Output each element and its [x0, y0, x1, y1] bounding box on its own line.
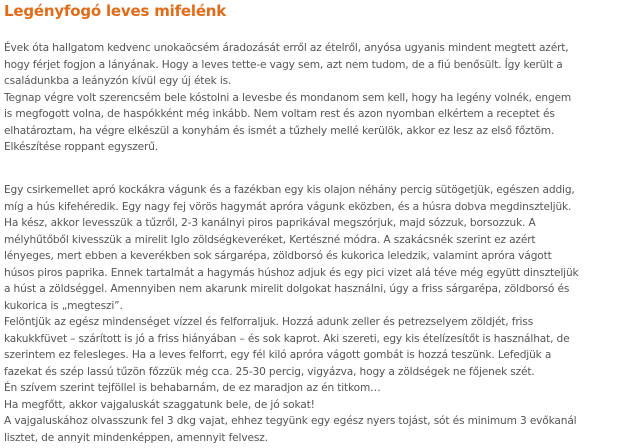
- article-title: Legényfogó leves mifelénk: [4, 2, 227, 20]
- recipe-line: lényeges, mert ebben a keverékben sok sárgarépa, zöldborsó és kukorica leledzik, valamint apróra vágott: [4, 250, 552, 262]
- recipe-line: Én szívem szerint tejföllel is behabarnám, de ez maradjon az én titkom…: [4, 382, 381, 394]
- recipe-line: Egy csirkemellet apró kockákra vágunk és a fazékban egy kis olajon néhány percig sütögetjük, egészen addig,: [4, 184, 575, 196]
- recipe-line: míg a hús kifehéredik. Egy nagy fej vörös hagymát apróra vágunk eközben, és a húsra dobva megdinszteljük.: [4, 200, 572, 213]
- intro-line: családunkba a leányzón kívül egy új étek is.: [4, 75, 232, 87]
- recipe-paragraph: [4, 182, 613, 446]
- recipe-line: mélyhűtőből kivesszük a mirelit Iglo zöldségkeveréket, Kertészné módra. A szakácsnék szerint ez azért: [4, 233, 536, 246]
- intro-line: Tegnap végre volt szerencsém bele kóstolni a levesbe és mondanom sem kell, hogy ha legény volnék, engem: [4, 91, 572, 104]
- intro-paragraph: [4, 40, 613, 156]
- recipe-line: kukorica is „megteszi”.: [4, 299, 123, 312]
- recipe-line: húsos piros paprika. Ennek tartalmát a hagymás húshoz adjuk és egy pici vizet alá téve még együtt dinszteljük: [4, 266, 579, 279]
- intro-line: elhatároztam, ha végre elkészül a konyhám és ismét a tűzhely mellé kerülök, akkor ez lesz az első főztöm.: [4, 124, 555, 137]
- intro-line: is megfogott volna, de haspókként még inkább. Nem voltam rest és azon nyomban elkértem a receptet és: [4, 108, 555, 120]
- intro-line: hogy férjet fogjon a lányának. Hogy a leves tette-e vagy sem, azt nem tudom, de a fiú benősült. Így került a: [4, 58, 563, 71]
- intro-line: Évek óta hallgatom kedvenc unokaöcsém áradozását erről az ételről, anyósa ugyanis mindent megtett azért,: [4, 42, 569, 54]
- recipe-line: kakukkfüvet – szárított is jó a friss hiányában – és sok kaprot. Aki szereti, egy kis ételízesítőt is használhat, de: [4, 332, 570, 345]
- recipe-line: szerintem ez felesleges. Ha a leves felforrt, egy fél kiló apróra vágott gombát is hozzá teszünk. Lefedjük a: [4, 349, 552, 361]
- recipe-line: Ha megfőtt, akkor vajgaluskát szaggatunk bele, de jó sokat!: [4, 398, 315, 411]
- recipe-line: Felöntjük az egész mindenséget vízzel és felforraljuk. Hozzá adunk zeller és petrezselyem zöldjét, friss: [4, 316, 534, 328]
- recipe-line: fazekat és szép lassú tűzön főzzük még cca. 25-30 percig, vigyázva, hogy a zöldségek ne főjenek szét.: [4, 365, 535, 378]
- recipe-line: Ha kész, akkor levesszük a tűzről, 2-3 kanálnyi piros paprikával megszórjuk, majd sózzuk, borsozzuk. A: [4, 217, 536, 229]
- intro-line: Elkészítése roppant egyszerű.: [4, 141, 158, 153]
- recipe-line: lisztet, de annyit mindenképpen, amennyit felvesz.: [4, 431, 268, 444]
- recipe-line: a húst a zöldséggel. Amennyiben nem akarunk mirelit dolgokat használni, úgy a friss sárgarépa, zöldborsó és: [4, 283, 570, 295]
- recipe-line: A vajgaluskához olvasszunk fel 3 dkg vajat, ehhez tegyünk egy egész nyers tojást, sót és minimum 3 evőkanál: [4, 415, 577, 427]
